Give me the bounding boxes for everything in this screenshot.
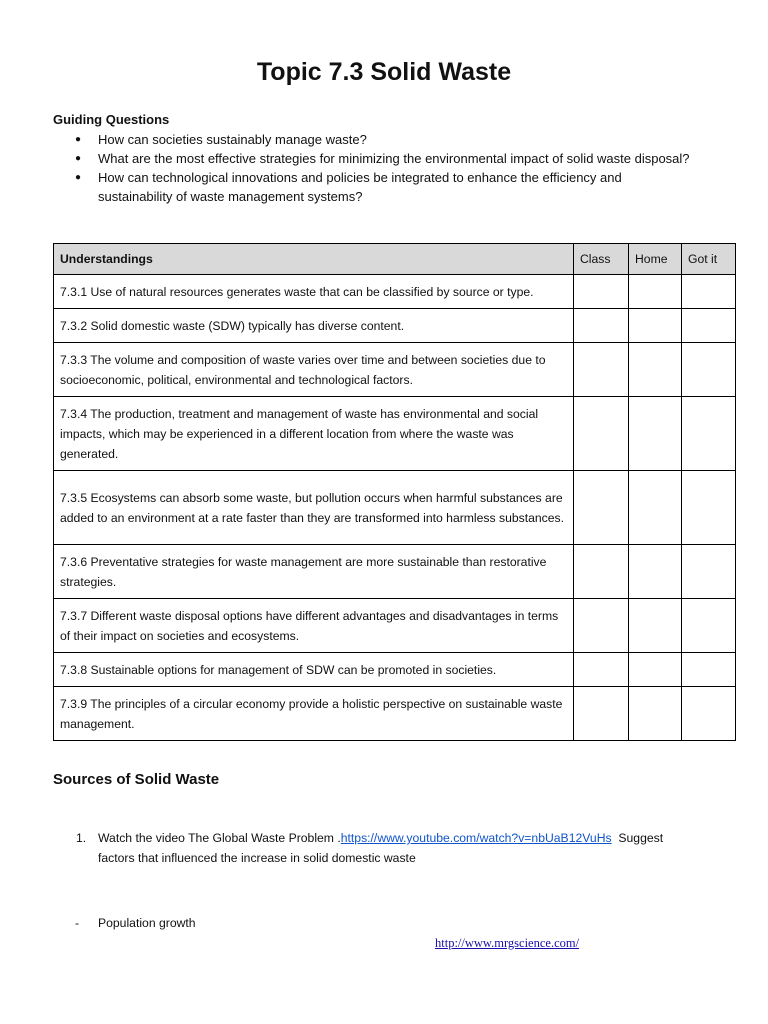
understanding-text: 7.3.9 The principles of a circular economy provide a holistic perspective on sustainable waste management.	[54, 687, 574, 741]
class-checkbox-cell[interactable]	[574, 397, 629, 471]
got-it-checkbox-cell[interactable]	[682, 653, 736, 687]
class-checkbox-cell[interactable]	[574, 471, 629, 545]
task-instruction: Suggest factors that influenced the increase in solid domestic waste	[98, 831, 667, 865]
home-checkbox-cell[interactable]	[629, 275, 682, 309]
class-checkbox-cell[interactable]	[574, 343, 629, 397]
home-checkbox-cell[interactable]	[629, 687, 682, 741]
table-row	[54, 471, 736, 545]
task-body	[98, 828, 703, 868]
home-header: Home	[629, 244, 682, 275]
class-checkbox-cell[interactable]	[574, 309, 629, 343]
home-checkbox-cell[interactable]	[629, 397, 682, 471]
answer-marker: -	[75, 916, 80, 930]
table-row	[54, 309, 736, 343]
table-row	[54, 343, 736, 397]
class-checkbox-cell[interactable]	[574, 275, 629, 309]
understanding-text: 7.3.6 Preventative strategies for waste management are more sustainable than restorative strategies.	[54, 545, 574, 599]
got-it-checkbox-cell[interactable]	[682, 397, 736, 471]
table-header-row	[54, 244, 736, 275]
understanding-text: 7.3.5 Ecosystems can absorb some waste, but pollution occurs when harmful substances are added to an environment at a rate faster than they are transformed into harmless substances.	[54, 471, 574, 545]
video-link[interactable]: https://www.youtube.com/watch?v=nbUaB12VuHs	[340, 831, 612, 845]
page-title: Topic 7.3 Solid Waste	[256, 58, 512, 86]
home-checkbox-cell[interactable]	[629, 599, 682, 653]
section-heading: Sources of Solid Waste	[53, 771, 220, 788]
got-it-checkbox-cell[interactable]	[682, 471, 736, 545]
got-it-checkbox-cell[interactable]	[682, 343, 736, 397]
got-it-header: Got it	[682, 244, 736, 275]
got-it-checkbox-cell[interactable]	[682, 275, 736, 309]
table-row	[54, 653, 736, 687]
task-number: 1.	[76, 831, 87, 845]
understanding-text: 7.3.7 Different waste disposal options have different advantages and disadvantages in terms of their impact on societies and ecosystems.	[54, 599, 574, 653]
class-header: Class	[574, 244, 629, 275]
home-checkbox-cell[interactable]	[629, 309, 682, 343]
got-it-checkbox-cell[interactable]	[682, 599, 736, 653]
understandings-header: Understandings	[54, 244, 574, 275]
answer-text: Population growth	[98, 916, 196, 930]
understanding-text: 7.3.4 The production, treatment and management of waste has environmental and social impacts, which may be experienced in a different location from where the waste was generated.	[54, 397, 574, 471]
guiding-question: ● How can technological innovations and policies be integrated to enhance the efficiency and sustainability of waste management systems?	[53, 168, 693, 206]
class-checkbox-cell[interactable]	[574, 545, 629, 599]
guiding-question: ● How can societies sustainably manage waste?	[53, 130, 693, 149]
table-row	[54, 275, 736, 309]
understanding-text: 7.3.3 The volume and composition of waste varies over time and between societies due to socioeconomic, political, environmental and technological factors.	[54, 343, 574, 397]
guiding-questions-heading: Guiding Questions	[53, 112, 170, 127]
task-item	[53, 828, 703, 868]
understanding-text: 7.3.1 Use of natural resources generates waste that can be classified by source or type.	[54, 275, 574, 309]
table-row	[54, 687, 736, 741]
table-row	[54, 599, 736, 653]
class-checkbox-cell[interactable]	[574, 599, 629, 653]
got-it-checkbox-cell[interactable]	[682, 309, 736, 343]
table-row	[54, 545, 736, 599]
class-checkbox-cell[interactable]	[574, 687, 629, 741]
got-it-checkbox-cell[interactable]	[682, 545, 736, 599]
class-checkbox-cell[interactable]	[574, 653, 629, 687]
home-checkbox-cell[interactable]	[629, 545, 682, 599]
guiding-questions-list	[53, 130, 693, 206]
answer-item	[53, 913, 196, 933]
home-checkbox-cell[interactable]	[629, 653, 682, 687]
guiding-question: ● What are the most effective strategies for minimizing the environmental impact of solid waste disposal?	[53, 149, 693, 168]
got-it-checkbox-cell[interactable]	[682, 687, 736, 741]
table-row	[54, 397, 736, 471]
home-checkbox-cell[interactable]	[629, 471, 682, 545]
home-checkbox-cell[interactable]	[629, 343, 682, 397]
understanding-text: 7.3.8 Sustainable options for management of SDW can be promoted in societies.	[54, 653, 574, 687]
task-text: Watch the video The Global Waste Problem .	[98, 831, 341, 845]
understandings-table	[53, 243, 736, 741]
understanding-text: 7.3.2 Solid domestic waste (SDW) typically has diverse content.	[54, 309, 574, 343]
footer-link[interactable]: http://www.mrgscience.com/	[435, 936, 580, 950]
